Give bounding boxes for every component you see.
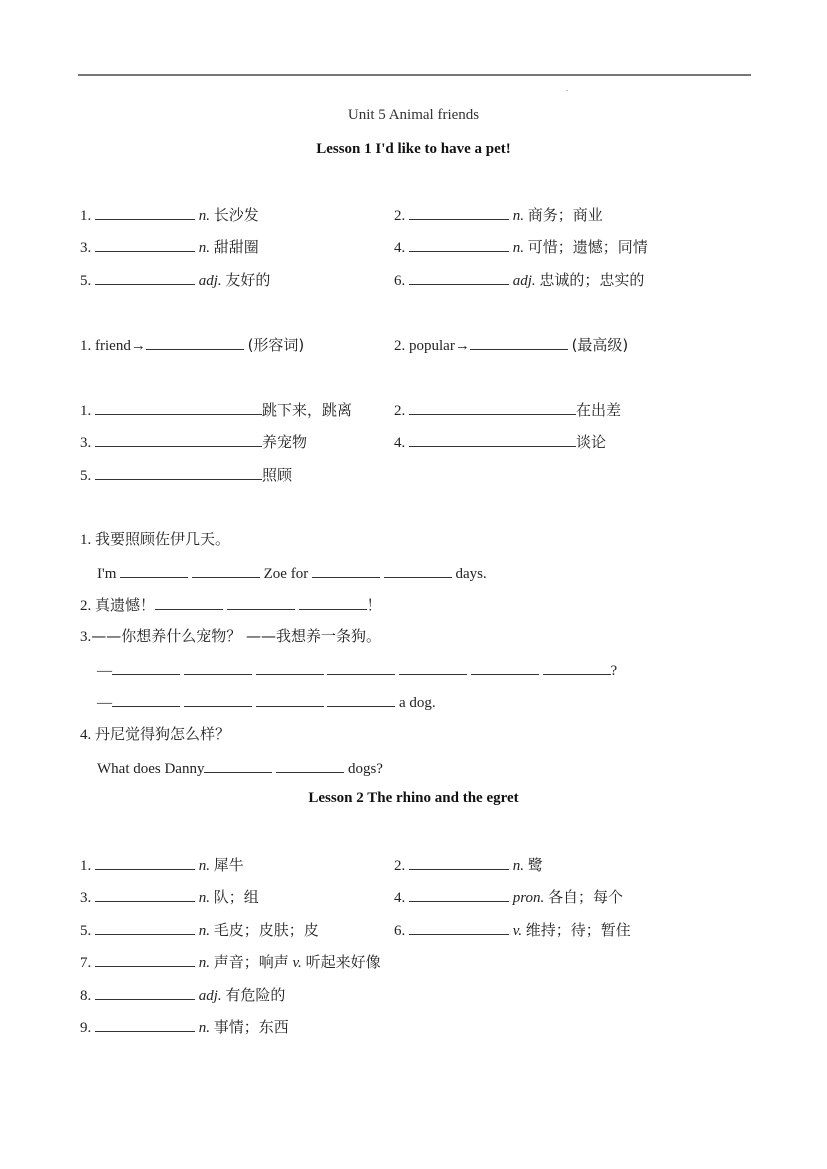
answer-blank[interactable] [155,594,223,610]
l1-sentence-2: 2. 真遗憾！ ！ [80,596,382,614]
answer-blank[interactable] [95,204,195,220]
answer-blank[interactable] [327,691,395,707]
l1-sentence-1-en: I'm Zoe for days. [97,562,487,584]
answer-blank[interactable] [95,951,195,967]
answer-blank[interactable] [409,269,509,285]
answer-blank[interactable] [120,562,188,578]
l1-vocab-3: 3. n. 甜甜圈 [80,238,259,256]
answer-blank[interactable] [184,691,252,707]
l1-vocab-1: 1. n. 长沙发 [80,206,259,224]
answer-blank[interactable] [95,919,195,935]
answer-blank[interactable] [95,1016,195,1032]
answer-blank[interactable] [399,659,467,675]
answer-blank[interactable] [184,659,252,675]
l2-vocab-3: 3. n. 队；组 [80,888,259,906]
answer-blank[interactable] [95,886,195,902]
l1-sentence-3-cn: 3.——你想养什么宠物？ ——我想养一条狗。 [80,627,382,645]
answer-blank[interactable] [327,659,395,675]
l1-sentence-3-q: — ? [97,659,617,681]
answer-blank[interactable] [384,562,452,578]
l1-phrase-5: 5. 照顾 [80,466,293,484]
answer-blank[interactable] [95,984,195,1000]
answer-blank[interactable] [256,691,324,707]
l2-vocab-5: 5. n. 毛皮；皮肤；皮 [80,921,319,939]
answer-blank[interactable] [95,269,195,285]
l1-vocab-2: 2. n. 商务；商业 [394,206,603,224]
answer-blank[interactable] [276,757,344,773]
answer-blank[interactable] [112,659,180,675]
answer-blank[interactable] [112,691,180,707]
answer-blank[interactable] [409,431,576,447]
l1-phrase-2: 2. 在出差 [394,401,622,419]
l1-vocab-5: 5. adj. 友好的 [80,271,271,289]
l2-vocab-2: 2. n. 鹭 [394,856,543,874]
answer-blank[interactable] [95,464,262,480]
header-rule [78,74,751,76]
answer-blank[interactable] [471,659,539,675]
answer-blank[interactable] [95,854,195,870]
l1-sentence-4-cn: 4. 丹尼觉得狗怎么样？ [80,725,231,743]
l1-form-1: 1. friend→ (形容词) [80,336,305,354]
l1-phrase-3: 3. 养宠物 [80,433,308,451]
answer-blank[interactable] [204,757,272,773]
l1-vocab-6: 6. adj. 忠诚的；忠实的 [394,271,645,289]
l2-vocab-4: 4. pron. 各自；每个 [394,888,624,906]
answer-blank[interactable] [470,334,568,350]
answer-blank[interactable] [409,919,509,935]
answer-blank[interactable] [312,562,380,578]
l1-sentence-4-en: What does Danny dogs? [97,757,383,779]
l2-vocab-6: 6. v. 维持；待；暂住 [394,921,631,939]
l1-sentence-1-cn: 1. 我要照顾佐伊几天。 [80,530,231,548]
l2-vocab-9: 9. n. 事情；东西 [80,1018,289,1036]
answer-blank[interactable] [95,399,262,415]
unit-title: Unit 5 Animal friends [347,107,480,123]
l1-sentence-3-a: — a dog. [97,691,436,713]
l1-vocab-4: 4. n. 可惜；遗憾；同情 [394,238,648,256]
answer-blank[interactable] [409,399,576,415]
lesson1-title: Lesson 1 I'd like to have a pet! [316,141,511,157]
lesson2-title: Lesson 2 The rhino and the egret [308,790,519,806]
answer-blank[interactable] [409,854,509,870]
l2-vocab-8: 8. adj. 有危险的 [80,986,286,1004]
l1-phrase-1: 1. 跳下来，跳离 [80,401,353,419]
answer-blank[interactable] [146,334,244,350]
l1-phrase-4: 4. 谈论 [394,433,607,451]
l2-vocab-1: 1. n. 犀牛 [80,856,244,874]
answer-blank[interactable] [409,886,509,902]
answer-blank[interactable] [192,562,260,578]
header-dot: . [566,84,568,93]
answer-blank[interactable] [409,236,509,252]
l2-vocab-7: 7. n. 声音；响声 v. 听起来好像 [80,953,381,971]
answer-blank[interactable] [95,236,195,252]
answer-blank[interactable] [256,659,324,675]
answer-blank[interactable] [95,431,262,447]
answer-blank[interactable] [409,204,509,220]
answer-blank[interactable] [543,659,611,675]
l1-form-2: 2. popular→ (最高级) [394,336,629,354]
answer-blank[interactable] [299,594,367,610]
answer-blank[interactable] [227,594,295,610]
